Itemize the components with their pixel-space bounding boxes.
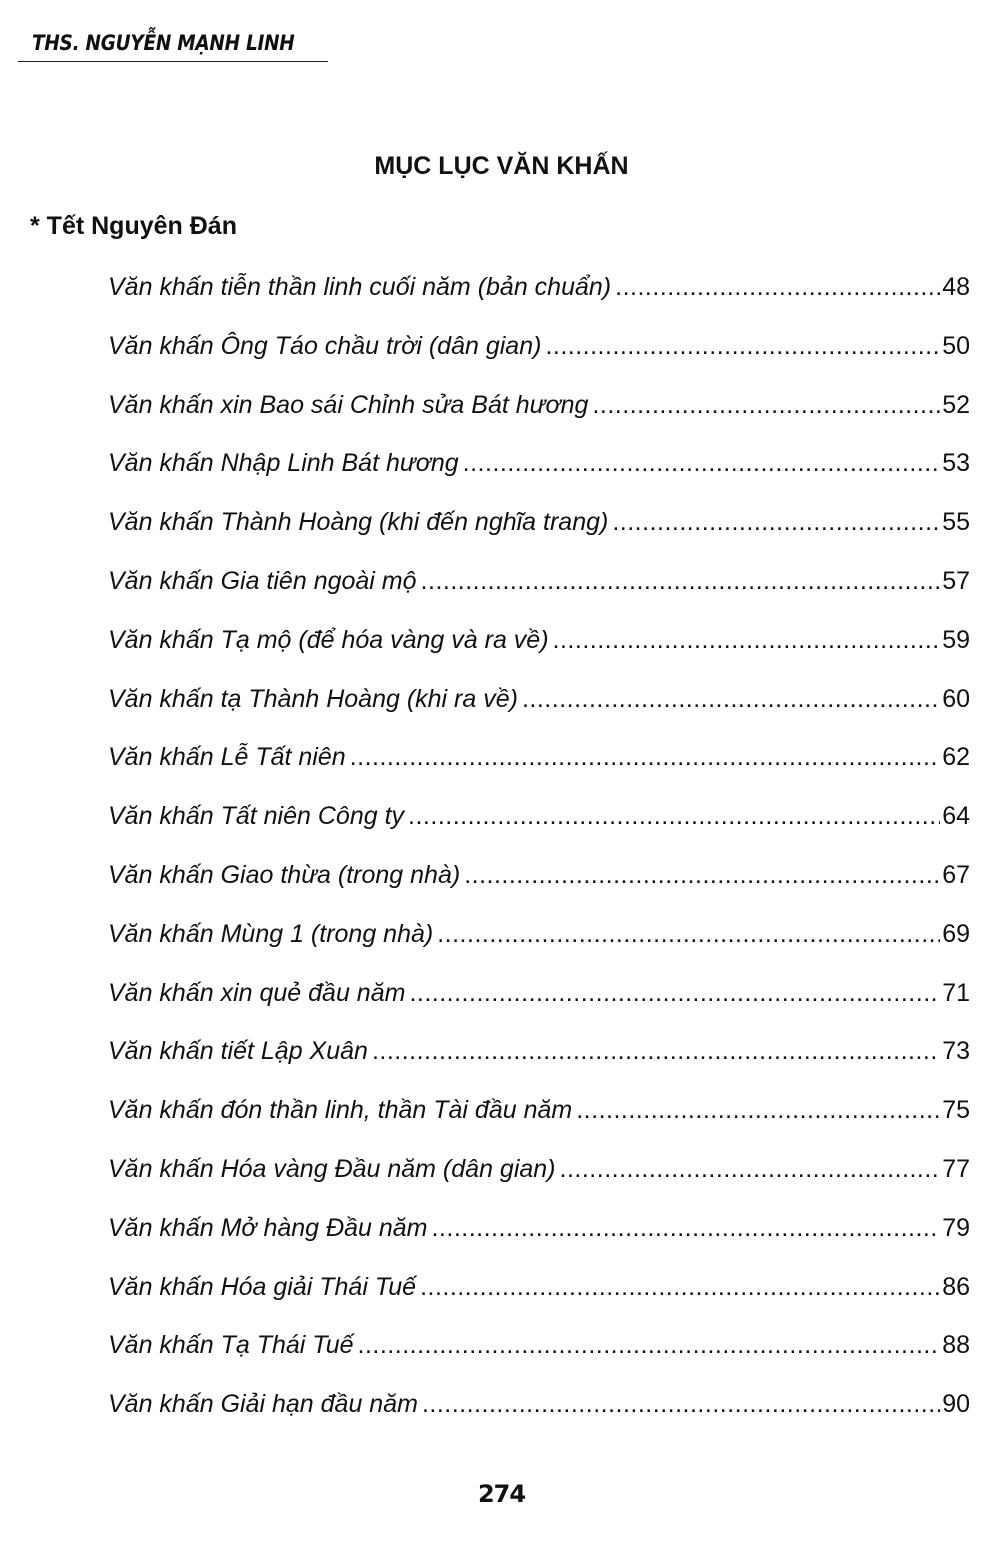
toc-entry bbox=[108, 964, 970, 1023]
toc-entry-title: Văn khấn Lễ Tất niên bbox=[108, 743, 346, 772]
toc-entry bbox=[108, 1022, 970, 1081]
toc-entry-title: Văn khấn Thành Hoàng (khi đến nghĩa trang) bbox=[108, 508, 609, 537]
toc-entry-title: Văn khấn tiết Lập Xuân bbox=[108, 1037, 368, 1066]
table-of-contents bbox=[108, 258, 970, 1434]
running-header bbox=[18, 28, 328, 62]
toc-entry-title: Văn khấn Hóa vàng Đầu năm (dân gian) bbox=[108, 1154, 556, 1183]
toc-entry-page: 90 bbox=[942, 1390, 970, 1419]
toc-entry-page: 59 bbox=[942, 625, 970, 654]
dot-leader bbox=[420, 1258, 940, 1317]
dot-leader bbox=[408, 787, 940, 846]
toc-entry-title: Văn khấn đón thần linh, thần Tài đầu năm bbox=[108, 1096, 573, 1125]
toc-entry-title: Văn khấn Mở hàng Đầu năm bbox=[108, 1213, 428, 1242]
toc-entry-title: Văn khấn Tạ mộ (để hóa vàng và ra về) bbox=[108, 625, 549, 654]
toc-entry bbox=[108, 787, 970, 846]
toc-entry-page: 86 bbox=[942, 1272, 970, 1301]
toc-entry bbox=[108, 1199, 970, 1258]
dot-leader bbox=[431, 1199, 940, 1258]
toc-entry bbox=[108, 611, 970, 670]
page-number: 274 bbox=[477, 1480, 526, 1508]
toc-entry-page: 60 bbox=[942, 684, 970, 713]
dot-leader bbox=[409, 964, 940, 1023]
toc-entry-title: Văn khấn tiễn thần linh cuối năm (bản chuẩn) bbox=[108, 273, 612, 301]
dot-leader bbox=[358, 1316, 941, 1375]
dot-leader bbox=[545, 317, 940, 376]
toc-entry-title: Văn khấn Nhập Linh Bát hương bbox=[108, 449, 459, 478]
toc-entry-page: 48 bbox=[942, 273, 970, 301]
toc-entry-title: Văn khấn Mùng 1 (trong nhà) bbox=[108, 919, 434, 948]
toc-entry bbox=[108, 434, 970, 493]
dot-leader bbox=[615, 258, 940, 317]
toc-entry-page: 53 bbox=[942, 449, 970, 478]
toc-entry-title: Văn khấn Tất niên Công ty bbox=[108, 802, 405, 831]
toc-entry bbox=[108, 728, 970, 787]
toc-entry bbox=[108, 1140, 970, 1199]
toc-entry-page: 77 bbox=[942, 1154, 970, 1183]
toc-entry bbox=[108, 493, 970, 552]
toc-entry-page: 71 bbox=[942, 978, 970, 1007]
dot-leader bbox=[422, 1375, 940, 1434]
dot-leader bbox=[372, 1022, 940, 1081]
toc-entry-title: Văn khấn Giải hạn đầu năm bbox=[108, 1390, 418, 1419]
toc-entry-page: 67 bbox=[942, 860, 970, 889]
toc-entry-page: 57 bbox=[942, 566, 970, 595]
toc-entry-title: Văn khấn Gia tiên ngoài mộ bbox=[108, 566, 417, 595]
toc-entry bbox=[108, 317, 970, 376]
dot-leader bbox=[592, 376, 940, 435]
toc-entry bbox=[108, 376, 970, 435]
author-name: THS. NGUYỄN MẠNH LINH bbox=[32, 31, 295, 55]
toc-entry-page: 75 bbox=[942, 1096, 970, 1125]
dot-leader bbox=[463, 434, 941, 493]
toc-entry bbox=[108, 670, 970, 729]
toc-entry bbox=[108, 1258, 970, 1317]
page-title: MỤC LỤC VĂN KHẤN bbox=[374, 152, 629, 180]
toc-entry bbox=[108, 552, 970, 611]
toc-entry bbox=[108, 905, 970, 964]
dot-leader bbox=[612, 493, 940, 552]
section-heading: * Tết Nguyên Đán bbox=[30, 212, 237, 240]
toc-entry-title: Văn khấn Tạ Thái Tuế bbox=[108, 1331, 354, 1360]
toc-entry-page: 52 bbox=[942, 390, 970, 419]
toc-entry bbox=[108, 846, 970, 905]
toc-entry bbox=[108, 1081, 970, 1140]
toc-entry-page: 55 bbox=[942, 508, 970, 537]
toc-entry bbox=[108, 258, 970, 317]
toc-entry-page: 62 bbox=[942, 743, 970, 772]
dot-leader bbox=[553, 611, 941, 670]
dot-leader bbox=[421, 552, 941, 611]
toc-entry-title: Văn khấn Ông Táo chầu trời (dân gian) bbox=[108, 331, 542, 360]
toc-entry-page: 69 bbox=[942, 919, 970, 948]
dot-leader bbox=[522, 670, 940, 729]
toc-entry-page: 79 bbox=[942, 1213, 970, 1242]
dot-leader bbox=[560, 1140, 941, 1199]
toc-entry-page: 73 bbox=[942, 1037, 970, 1066]
toc-entry-title: Văn khấn xin Bao sái Chỉnh sửa Bát hương bbox=[108, 390, 589, 419]
dot-leader bbox=[437, 905, 940, 964]
toc-entry bbox=[108, 1375, 970, 1434]
dot-leader bbox=[576, 1081, 940, 1140]
toc-entry-title: Văn khấn Giao thừa (trong nhà) bbox=[108, 860, 461, 889]
toc-entry-page: 64 bbox=[942, 802, 970, 831]
toc-entry bbox=[108, 1316, 970, 1375]
toc-entry-title: Văn khấn Hóa giải Thái Tuế bbox=[108, 1272, 417, 1301]
toc-entry-page: 50 bbox=[942, 331, 970, 360]
dot-leader bbox=[350, 728, 941, 787]
toc-entry-page: 88 bbox=[942, 1331, 970, 1360]
toc-entry-title: Văn khấn tạ Thành Hoàng (khi ra về) bbox=[108, 684, 518, 713]
toc-entry-title: Văn khấn xin quẻ đầu năm bbox=[108, 978, 406, 1007]
dot-leader bbox=[464, 846, 940, 905]
